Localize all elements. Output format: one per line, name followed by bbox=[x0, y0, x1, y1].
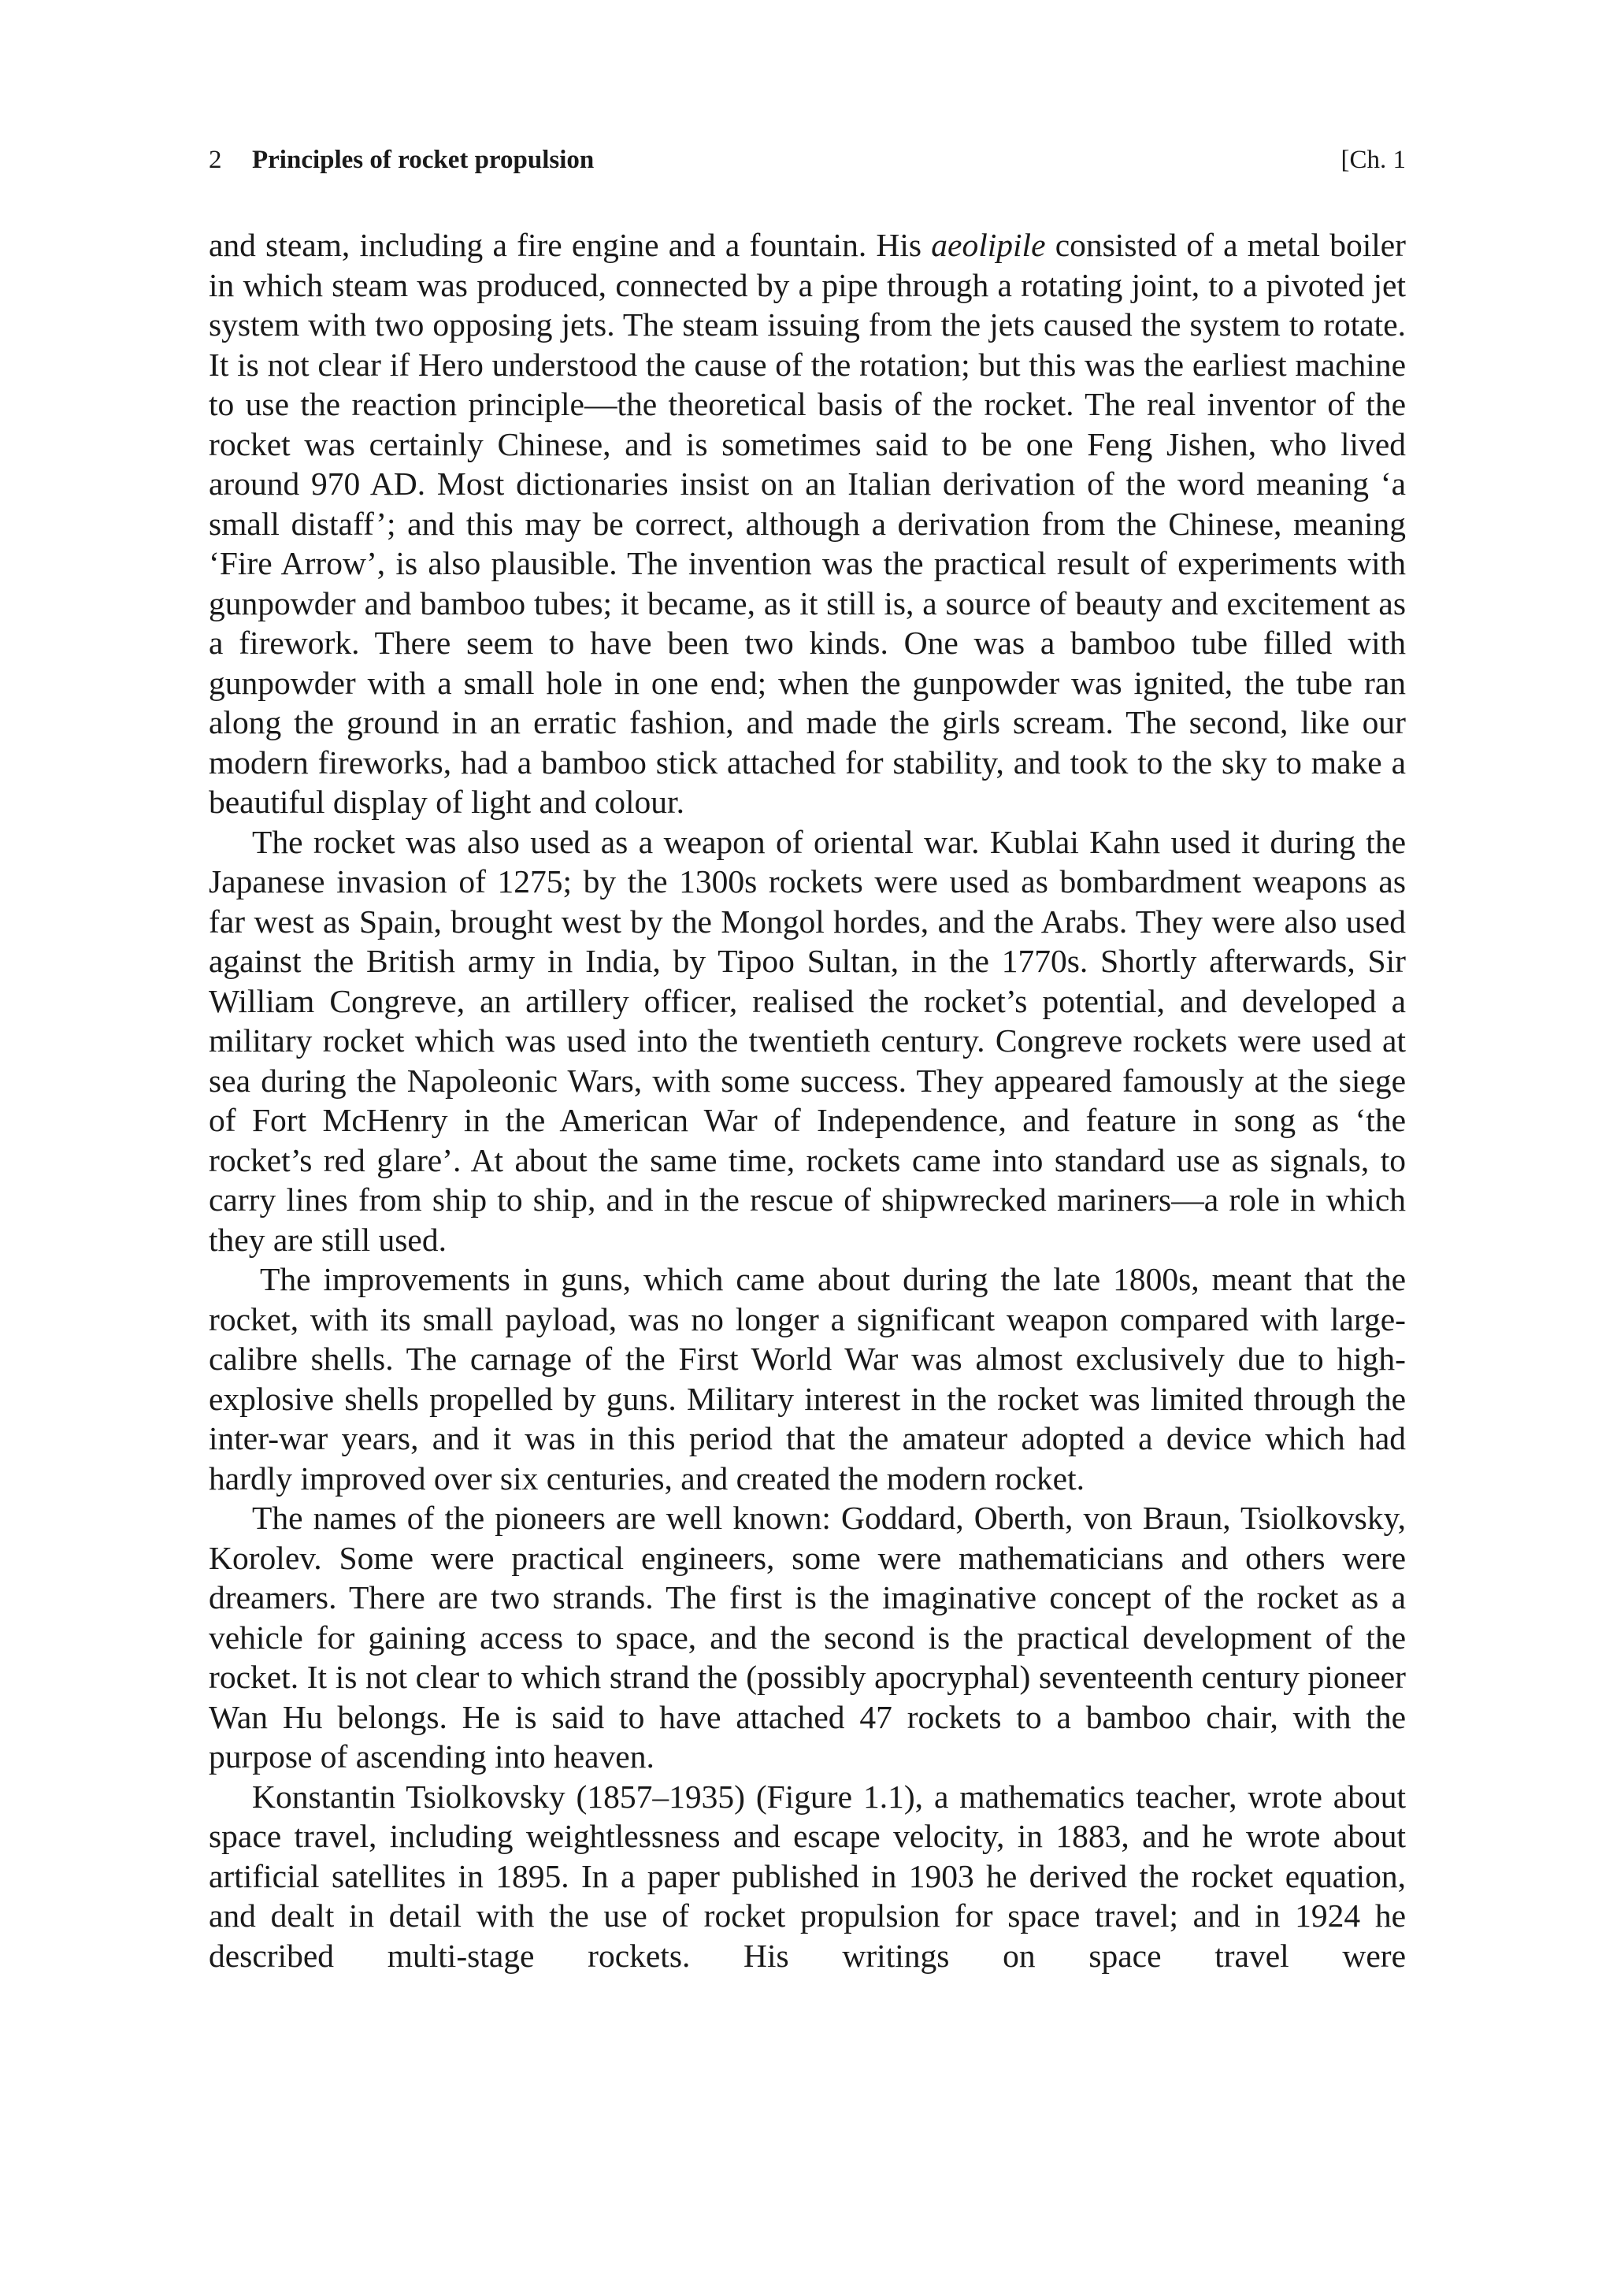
paragraph-1-start: and steam, including a fire engine and a fountain. His bbox=[209, 227, 932, 263]
body-text bbox=[209, 225, 1406, 1975]
paragraph-1 bbox=[209, 225, 1406, 822]
paragraph-2: The rocket was also used as a weapon of oriental war. Kublai Kahn used it during the Japanese invasion of 1275; by the 1300s rockets were used as bombardment weapons as far west as Spain, brought west by the Mongol hordes, and the Arabs. They were also used against the British army in India, by Tipoo Sultan, in the 1770s. Shortly afterwards, Sir William Congreve, an artillery officer, realised the rocket’s potential, and developed a military rocket which was used into the twentieth century. Congreve rockets were used at sea during the Napoleonic Wars, with some success. They appeared famously at the siege of Fort McHenry in the American War of Independence, and feature in song as ‘the rocket’s red glare’. At about the same time, rockets came into standard use as signals, to carry lines from ship to ship, and in the rescue of shipwrecked mariners—a role in which they are still used. bbox=[209, 823, 1406, 1258]
running-head-title: Principles of rocket propulsion bbox=[252, 146, 595, 174]
paragraph-4: The names of the pioneers are well known: Goddard, Oberth, von Braun, Tsiolkovsky, Korolev. Some were practical engineers, some were mathematicians and others were dreamers. There are two strands. The first is the imaginative concept of the rocket as a vehicle for gaining access to space, and the second is the practical development of the rocket. It is not clear to which strand the (possibly apocryphal) seventeenth century pioneer Wan Hu belongs. He is said to have attached 47 rockets to a bamboo chair, with the purpose of ascending into heaven. bbox=[209, 1500, 1406, 1775]
paragraph-3: The improvements in guns, which came about during the late 1800s, meant that the rocket, with its small payload, was no longer a significant weapon compared with large-calibre shells. The carnage of the First World War was almost exclusively due to high-explosive shells propelled by guns. Military interest in the rocket was limited through the inter-war years, and it was in this period that the amateur adopted a device which had hardly improved over six centuries, and created the modern rocket. bbox=[209, 1261, 1406, 1497]
paragraph-1-rest: consisted of a metal boiler in which steam was produced, connected by a pipe through a rotating joint, to a pivoted jet system with two opposing jets. The steam issuing from the jets caused the system to rotate. It is not clear if Hero understood the cause of the rotation; but this was the earliest machine to use the reaction principle—the theoretical basis of the rocket. The real inventor of the rocket was certainly Chinese, and is sometimes said to be one Feng Jishen, who lived around 970 AD. Most dictionaries insist on an Italian derivation of the word meaning ‘a small distaff’; and this may be correct, although a derivation from the Chinese, meaning ‘Fire Arrow’, is also plausible. The invention was the practical result of experiments with gunpowder and bamboo tubes; it became, as it still is, a source of beauty and excitement as a firework. There seem to have been two kinds. One was a bamboo tube filled with gunpowder with a small hole in one end; when the gunpowder was ignited, the tube ran along the ground in an erratic fashion, and made the girls scream. The second, like our modern fireworks, had a bamboo stick attached for stability, and took to the sky to make a beautiful display of light and colour. bbox=[209, 227, 1407, 820]
italic-term: aeolipile bbox=[931, 227, 1046, 263]
book-page bbox=[209, 140, 1406, 1975]
running-head bbox=[209, 140, 1406, 180]
page-number: 2 bbox=[209, 146, 222, 174]
paragraph-5: Konstantin Tsiolkovsky (1857–1935) (Figure 1.1), a mathematics teacher, wrote about space travel, including weightlessness and escape velocity, in 1883, and he wrote about artificial satellites in 1895. In a paper published in 1903 he derived the rocket equation, and dealt in detail with the use of rocket propulsion for space travel; and in 1924 he described multi-stage rockets. His writings on space travel were bbox=[209, 1778, 1406, 1974]
chapter-label: [Ch. 1 bbox=[1340, 146, 1406, 174]
